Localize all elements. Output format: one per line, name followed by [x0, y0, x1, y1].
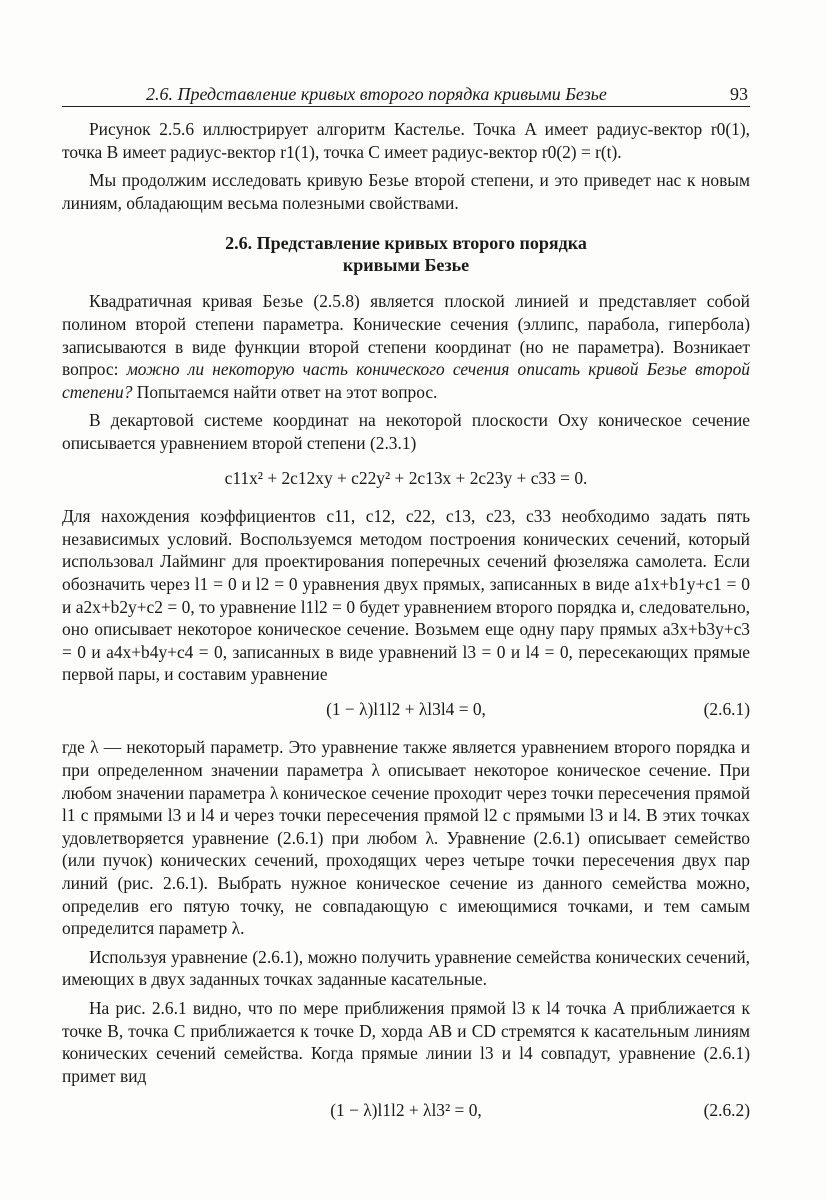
equation: (1 − λ)l1l2 + λl3² = 0,: [330, 1100, 482, 1121]
equation-number: (2.6.2): [703, 1100, 750, 1121]
paragraph: На рис. 2.6.1 видно, что по мере приближения прямой l3 к l4 точка A приближается к точке B, точка C приближается к точке D, хорда AB и CD стремятся к касательным линиям конических сечений семейства. Когда прямые линии l3 и l4 совпадут, уравнение (2.6.1) примет вид: [62, 998, 750, 1086]
page-body: [62, 118, 750, 1138]
running-header: [62, 82, 750, 107]
running-title: 2.6. Представление кривых второго порядка кривыми Безье: [146, 84, 607, 104]
page-number: 93: [730, 84, 748, 104]
display-equation: [62, 698, 750, 721]
display-equation: [62, 467, 750, 490]
paragraph: В декартовой системе координат на некоторой плоскости Oxy коническое сечение описывается уравнением второй степени (2.3.1): [62, 410, 750, 453]
paragraph-text: Попытаемся найти ответ на этот вопрос.: [132, 381, 438, 402]
equation-number: (2.6.1): [703, 698, 750, 719]
equation: c11x² + 2c12xy + c22y² + 2c13x + 2c23y + c33 = 0.: [224, 467, 588, 488]
section-heading: [62, 232, 750, 276]
equation: (1 − λ)l1l2 + λl3l4 = 0,: [326, 698, 486, 719]
paragraph: Мы продолжим исследовать кривую Безье второй степени, и это приведет нас к новым линиям, обладающим весьма полезными свойствами.: [62, 170, 750, 213]
section-heading-line: кривыми Безье: [342, 255, 470, 276]
paragraph: [62, 290, 750, 403]
paragraph: Для нахождения коэффициентов c11, c12, c22, c13, c23, c33 необходимо задать пять независимых условий. Воспользуемся методом построения конических сечений, который использовал Лайминг для проектирования поперечных сечений фюзеляжа самолета. Если обозначить через l1 = 0 и l2 = 0 уравнения двух прямых, записанных в виде a1x+b1y+c1 = 0 и a2x+b2y+c2 = 0, то уравнение l1l2 = 0 будет уравнением второго порядка и, следовательно, оно описывает некоторое коническое сечение. Возьмем еще одну пару прямых a3x+b3y+c3 = 0 и a4x+b4y+c4 = 0, записанных в виде уравнений l3 = 0 и l4 = 0, пересекающих прямые первой пары, и составим уравнение: [62, 506, 750, 685]
paragraph: Рисунок 2.5.6 иллюстрирует алгоритм Кастелье. Точка A имеет радиус-вектор r0(1), точка B имеет радиус-вектор r1(1), точка C имеет радиус-вектор r0(2) = r(t).: [62, 119, 750, 162]
paragraph-text: Квадратичная кривая Безье (2.5.8) является плоской линией и представляет собой полином второй степени параметра. Конические сечения (эллипс, парабола, гипербола) записываются в виде функции второй степени координат (но не параметра). Возникает вопрос:: [62, 291, 750, 380]
display-equation: [62, 1099, 750, 1122]
paragraph: где λ — некоторый параметр. Это уравнение также является уравнением второго порядка и при определенном значении параметра λ описывает некоторое коническое сечение. При любом значении параметра λ коническое сечение проходит через точки пересечения прямой l1 с прямыми l3 и l4 и через точки пересечения прямой l2 с прямыми l3 и l4. В этих точках удовлетворяется уравнение (2.6.1) при любом λ. Уравнение (2.6.1) описывает семейство (или пучок) конических сечений, проходящих через четыре точки пересечения двух пар линий (рис. 2.6.1). Выбрать нужное коническое сечение из данного семейства можно, определив его пятую точку, не совпадающую с имеющимися точками, и тем самым определится параметр λ.: [62, 737, 750, 939]
section-heading-line: 2.6. Представление кривых второго порядка: [225, 233, 587, 254]
paragraph: Используя уравнение (2.6.1), можно получить уравнение семейства конических сечений, имеющих в двух заданных точках заданные касательные.: [62, 946, 750, 990]
emphasized-question: можно ли некоторую часть конического сечения описать кривой Безье второй степени?: [62, 359, 750, 402]
